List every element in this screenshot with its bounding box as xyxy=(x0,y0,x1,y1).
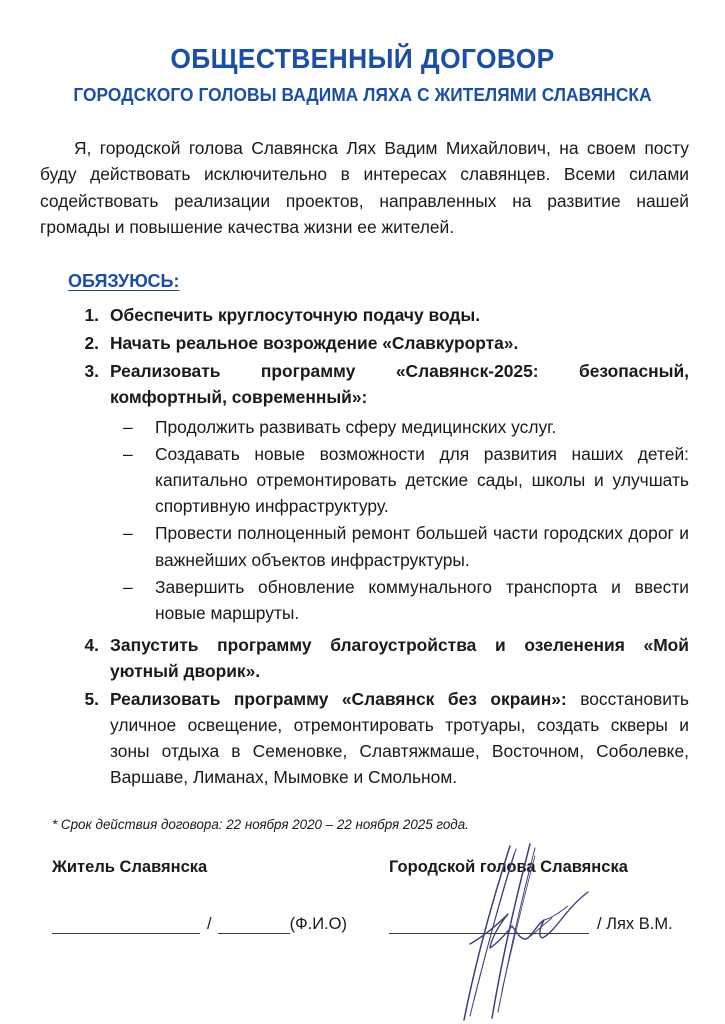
dash-marker-icon: – xyxy=(123,444,133,465)
signature-block-mayor[interactable] xyxy=(389,915,673,934)
footnote: * Срок действия договора: 22 ноября 2020 – 22 ноября 2025 года. xyxy=(52,816,469,832)
subpoint-text: Провести полноценный ремонт большей части городских дорог и важнейших объектов инфраструктуры. xyxy=(155,523,689,570)
pledge-item-2 xyxy=(75,330,689,356)
subpoint-text: Продолжить развивать сферу медицинских услуг. xyxy=(155,416,557,437)
pledge-text xyxy=(110,686,689,790)
pledge-text-bold: Реализовать программу «Славянск без окраин»: xyxy=(110,689,567,710)
signature-labels-row xyxy=(52,858,689,877)
pledge-3-subpoints xyxy=(110,414,689,626)
pledge-item-4 xyxy=(75,632,689,684)
pledge-number: 5. xyxy=(84,689,99,710)
page-title: ОБЩЕСТВЕННЫЙ ДОГОВОР xyxy=(170,43,555,74)
document-header xyxy=(0,0,725,106)
signature-slash: / xyxy=(207,914,212,933)
pledge-list xyxy=(40,302,689,791)
signature-line-fio[interactable] xyxy=(218,932,290,934)
signature-name-mayor: / Лях В.М. xyxy=(597,914,673,933)
pledge-item-5 xyxy=(75,686,689,790)
dash-marker-icon: – xyxy=(123,523,133,544)
pledge-item-3 xyxy=(75,358,689,626)
pledge-heading: ОБЯЗУЮСЬ: xyxy=(68,270,180,291)
pledge-item-1 xyxy=(75,302,689,328)
subpoint-item xyxy=(115,574,689,626)
signature-lines-row xyxy=(52,915,689,934)
subpoint-item xyxy=(115,414,689,440)
dash-marker-icon: – xyxy=(123,416,133,437)
subpoint-item xyxy=(115,441,689,519)
pledge-text: Начать реальное возрождение «Славкурорта». xyxy=(110,332,519,353)
signature-line-resident[interactable] xyxy=(52,932,200,934)
pledge-number: 1. xyxy=(84,304,99,325)
page-subtitle: ГОРОДСКОГО ГОЛОВЫ ВАДИМА ЛЯХА С ЖИТЕЛЯМИ СЛАВЯНСКА xyxy=(73,84,652,105)
pledge-text: Запустить программу благоустройства и озеленения «Мой уютный дворик». xyxy=(110,634,689,681)
signature-label-resident: Житель Славянска xyxy=(52,857,208,876)
dash-marker-icon: – xyxy=(123,576,133,597)
pledge-number: 4. xyxy=(84,634,99,655)
signature-label-mayor: Городской голова Славянска xyxy=(389,857,628,876)
subpoint-text: Создавать новые возможности для развития наших детей: капитально отремонтировать детские сады, школы и улучшать спортивную инфраструктуру. xyxy=(155,444,689,517)
pledge-text: Реализовать программу «Славянск-2025: безопасный, комфортный, современный»: xyxy=(110,360,689,407)
pledge-heading-wrap xyxy=(40,241,689,292)
signature-fio-label: (Ф.И.О) xyxy=(289,914,347,933)
pledge-text: Обеспечить круглосуточную подачу воды. xyxy=(110,304,481,325)
pledge-number: 3. xyxy=(84,360,99,381)
signature-area xyxy=(40,858,689,934)
signature-block-resident[interactable] xyxy=(52,915,389,934)
subpoint-text: Завершить обновление коммунального транспорта и ввести новые маршруты. xyxy=(155,576,689,623)
pledge-number: 2. xyxy=(84,332,99,353)
pledge-text-normal: восстановить уличное освещение, отремонтировать тротуары, создать скверы и зоны отдыха в Семеновке, Славтяжмаше, Восточном, Соболевке, Варшаве, Лиманах, Мымовке и Смольном. xyxy=(110,689,689,788)
subpoint-item xyxy=(115,520,689,572)
intro-paragraph: Я, городской голова Славянска Лях Вадим Михайлович, на своем посту буду действовать исключительно в интересах славянцев. Всеми силами содействовать реализации проектов, направленных на развитие нашей громады и повышение качества жизни ее жителей. xyxy=(40,137,689,238)
signature-line-mayor[interactable] xyxy=(389,932,589,934)
document-body xyxy=(0,135,725,934)
